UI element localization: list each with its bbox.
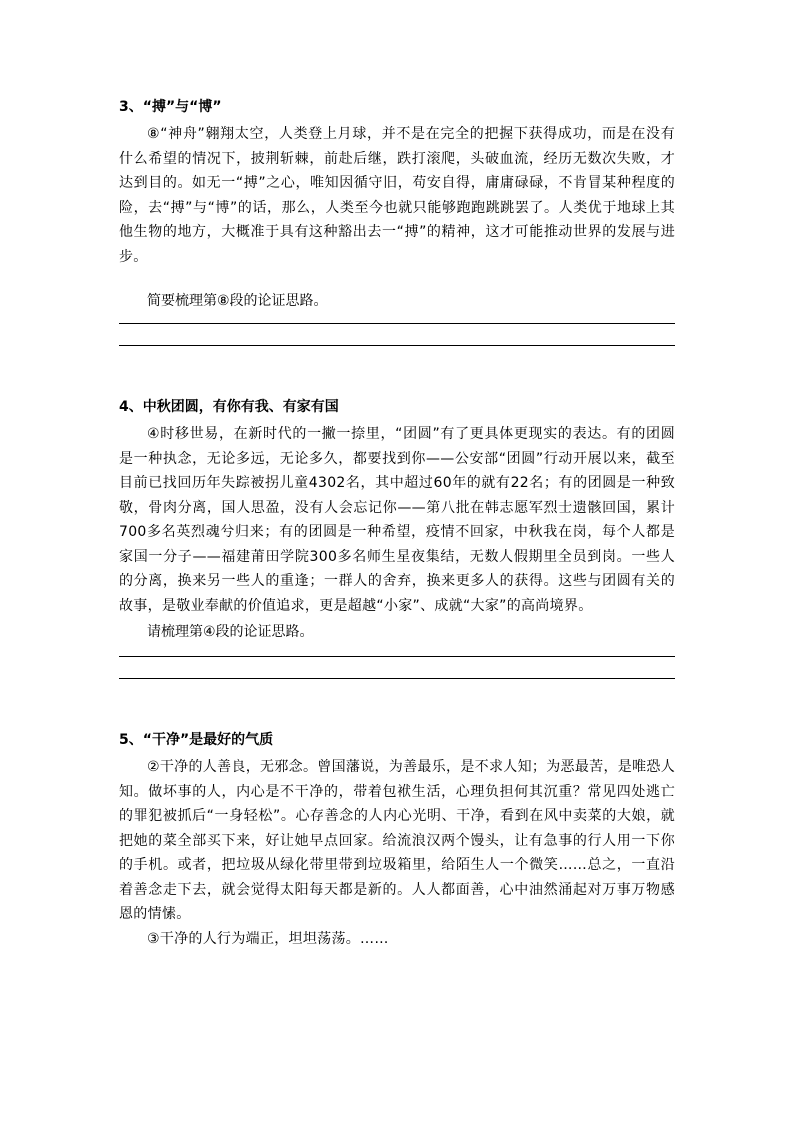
answer-line[interactable] (119, 345, 675, 346)
answer-line[interactable] (119, 656, 675, 657)
section-3-heading: 3、“搏”与“博” (119, 99, 222, 115)
section-3-prompt: 简要梳理第⑧段的论证思路。 (147, 293, 328, 309)
section-4-paragraph: ④时移世易，在新时代的一撇一捺里，“团圆”有了更具体更现实的表达。有的团圆是一种执念，无论多远，无论多久，都要找到你——公安部“团圆”行动开展以来，截至目前已找回历年失踪被拐儿童4302名，其中超过60年的就有22名；有的团圆是一种致敬，骨肉分离，国人思盈，没有人会忘记你——第八批在韩志愿军烈士遗骸回国，累计700多名英烈魂兮归来；有的团圆是一种希望，疫情不回家，中秋我在岗，每个人都是家国一分子——福建莆田学院300多名师生星夜集结，无数人假期里全员到岗。一些人的分离，换来另一些人的重逢；一群人的舍弃，换来更多人的获得。这些与团圆有关的故事，是敬业奉献的价值追求，更是超越“小家”、成就“大家”的高尚境界。 (119, 426, 675, 614)
section-4-prompt: 请梳理第④段的论证思路。 (147, 624, 314, 640)
document-content (119, 96, 675, 951)
section-5 (119, 729, 675, 951)
section-5-paragraph-1: ②干净的人善良，无邪念。曾国藩说，为善最乐，是不求人知；为恶最苦，是唯恐人知。做坏事的人，内心是不干净的，带着包袱生活，心理负担何其沉重？常见四处逃亡的罪犯被抓后“一身轻松”。心存善念的人内心光明、干净，看到在风中卖菜的大娘，就把她的菜全部买下来，好让她早点回家。给流浪汉两个馒头，让有急事的行人用一下你的手机。或者，把垃圾从绿化带里带到垃圾箱里，给陌生人一个微笑……总之，一直沿着善念走下去，就会觉得太阳每天都是新的。人人都面善，心中油然涌起对万事万物感恩的情愫。 (119, 759, 675, 922)
section-5-heading: 5、“干净”是最好的气质 (119, 732, 274, 748)
answer-line[interactable] (119, 678, 675, 679)
section-4 (119, 396, 675, 679)
answer-line[interactable] (119, 323, 675, 324)
section-5-paragraph-2: ③干净的人行为端正，坦坦荡荡。…… (147, 930, 389, 947)
section-3-paragraph: ⑧“神舟”翱翔太空，人类登上月球，并不是在完全的把握下获得成功，而是在没有什么希望的情况下，披荆斩棘，前赴后继，跌打滚爬，头破血流，经历无数次失败，才达到目的。如无一“搏”之心，唯知因循守旧，苟安自得，庸庸碌碌，不肯冒某种程度的险，去“搏”与“博”的话，那么，人类至今也就只能够跑跑跳跳罢了。人类优于地球上其他生物的地方，大概准于具有这种豁出去一“搏”的精神，这才可能推动世界的发展与进步。 (119, 126, 675, 265)
section-3 (119, 96, 675, 346)
section-4-heading: 4、中秋团圆，有你有我、有家有国 (119, 399, 339, 415)
